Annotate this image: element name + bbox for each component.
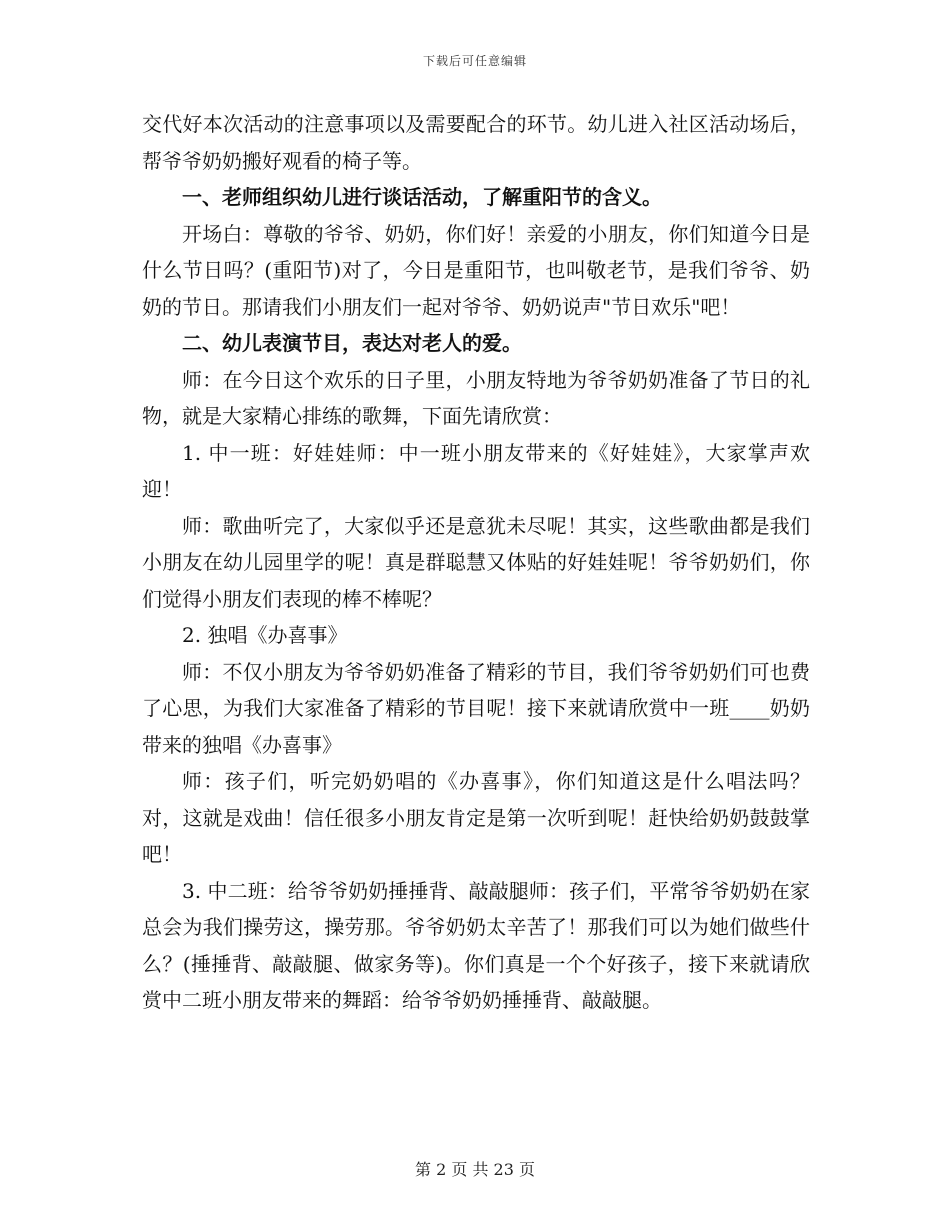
paragraph-teacher-comment-2: 师：不仅小朋友为爷爷奶奶准备了精彩的节目，我们爷爷奶奶们可也费了心思，为我们大家准备了精彩的节目呢！接下来就请欣赏中一班____奶奶带来的独唱《办喜事》 [142, 659, 810, 757]
program-item-3: 3. 中二班：给爷爷奶奶捶捶背、敲敲腿师：孩子们，平常爷爷奶奶在家总会为我们操劳这，操劳那。爷爷奶奶太辛苦了！那我们可以为她们做些什么？(捶捶背、敲敲腿、做家务等)。你们真是一个个好孩子，接下来就请欣赏中二班小朋友带来的舞蹈：给爷爷奶奶捶捶背、敲敲腿。 [142, 878, 810, 1012]
section-heading-2: 二、幼儿表演节目，表达对老人的爱。 [182, 331, 522, 355]
program-item-2: 2. 独唱《办喜事》 [182, 623, 348, 647]
paragraph-teacher-comment-1: 师：歌曲听完了，大家似乎还是意犹未尽呢！其实，这些歌曲都是我们小朋友在幼儿园里学的呢！真是群聪慧又体贴的好娃娃呢！爷爷奶奶们，你们觉得小朋友们表现的棒不棒呢？ [142, 513, 810, 611]
program-item-1: 1. 中一班：好娃娃师：中一班小朋友带来的《好娃娃》，大家掌声欢迎！ [142, 440, 810, 501]
paragraph-opening-speech: 开场白：尊敬的爷爷、奶奶，你们好！亲爱的小朋友，你们知道今日是什么节日吗？(重阳节)对了，今日是重阳节，也叫敬老节，是我们爷爷、奶奶的节日。那请我们小朋友们一起对爷爷、奶奶说声"节日欢乐"吧！ [142, 221, 810, 319]
paragraph-teacher-comment-3: 师：孩子们，听完奶奶唱的《办喜事》，你们知道这是什么唱法吗？对，这就是戏曲！信任很多小朋友肯定是第一次听到呢！赶快给奶奶鼓鼓掌吧！ [142, 769, 810, 866]
paragraph-continuation: 交代好本次活动的注意事项以及需要配合的环节。幼儿进入社区活动场后，帮爷爷奶奶搬好观看的椅子等。 [142, 112, 810, 173]
section-heading-1: 一、老师组织幼儿进行谈话活动，了解重阳节的含义。 [182, 185, 662, 209]
page-number: 第 2 页 共 23 页 [415, 1160, 535, 1179]
paragraph-teacher-intro: 师：在今日这个欢乐的日子里，小朋友特地为爷爷奶奶准备了节日的礼物，就是大家精心排练的歌舞，下面先请欣赏： [142, 367, 810, 428]
page-header: 下载后可任意编辑 [422, 54, 527, 68]
document-body [142, 106, 810, 1019]
